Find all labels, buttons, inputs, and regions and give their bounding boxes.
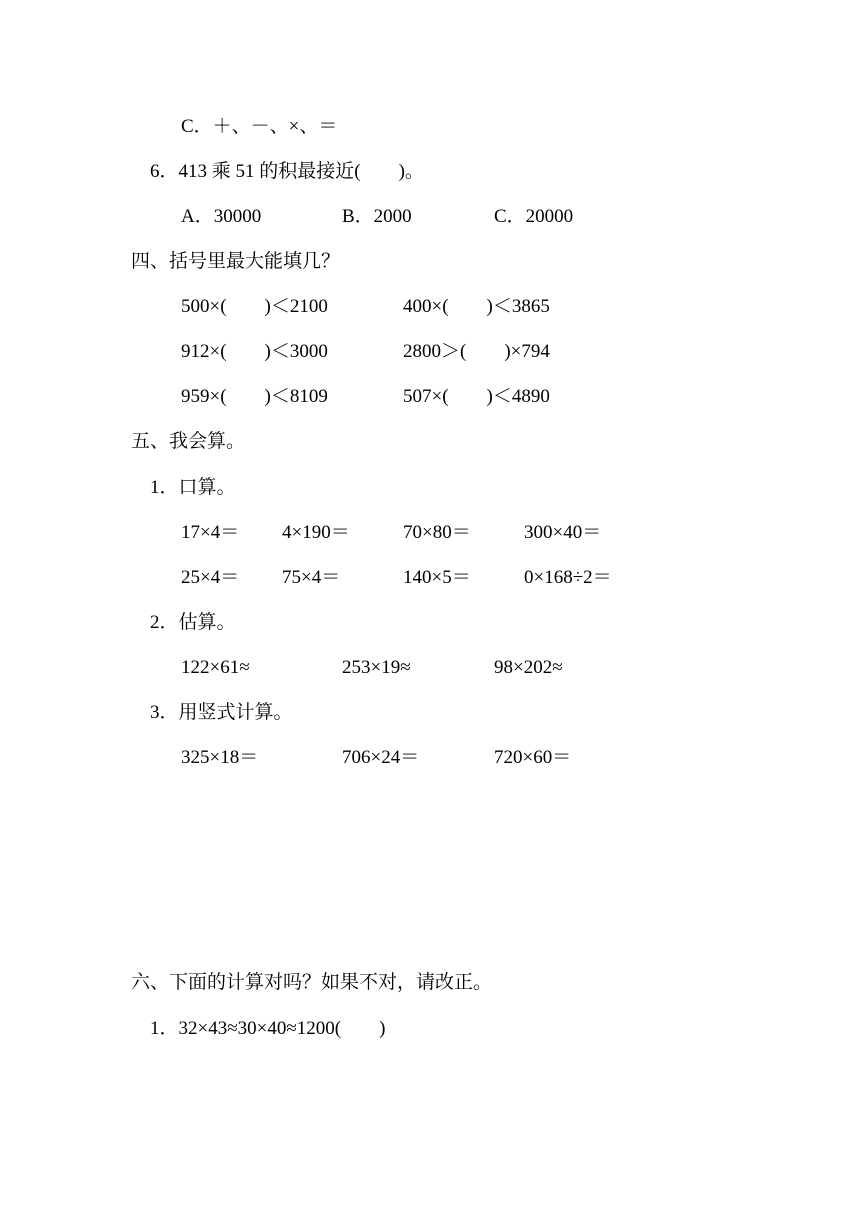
vertical-calc-item: 706×24＝: [342, 747, 420, 768]
oral-calc-item: 140×5＝: [403, 567, 471, 588]
section5-part1-title: 1．口算。: [150, 477, 236, 498]
section5-part3-title: 3．用竖式计算。: [150, 702, 293, 723]
q5-option-c: C．＋、－、×、＝: [181, 116, 338, 137]
vertical-calc-item: 720×60＝: [494, 747, 572, 768]
q6-option-b: B．2000: [342, 206, 412, 227]
section5-title: 五、我会算。: [131, 431, 246, 452]
section4-item: 500×( )＜2100: [181, 296, 328, 317]
estimate-item: 253×19≈: [342, 657, 411, 678]
q6-option-a: A．30000: [181, 206, 262, 227]
section4-title: 四、括号里最大能填几？: [131, 251, 341, 272]
section4-item: 2800＞( )×794: [403, 341, 550, 362]
section4-item: 912×( )＜3000: [181, 341, 328, 362]
oral-calc-item: 25×4＝: [181, 567, 240, 588]
oral-calc-item: 4×190＝: [282, 522, 350, 543]
section4-item: 400×( )＜3865: [403, 296, 550, 317]
oral-calc-item: 17×4＝: [181, 522, 240, 543]
oral-calc-item: 75×4＝: [282, 567, 341, 588]
q6-prompt: 6．413 乘 51 的积最接近( )。: [150, 161, 424, 182]
estimate-item: 98×202≈: [494, 657, 563, 678]
vertical-calc-item: 325×18＝: [181, 747, 259, 768]
q6-option-c: C．20000: [494, 206, 574, 227]
section4-item: 507×( )＜4890: [403, 386, 550, 407]
section6-title: 六、下面的计算对吗？如果不对，请改正。: [131, 972, 493, 993]
oral-calc-item: 0×168÷2＝: [524, 567, 612, 588]
oral-calc-item: 70×80＝: [403, 522, 471, 543]
oral-calc-item: 300×40＝: [524, 522, 602, 543]
section5-part2-title: 2．估算。: [150, 612, 236, 633]
section6-item: 1．32×43≈30×40≈1200( ): [150, 1018, 386, 1039]
estimate-item: 122×61≈: [181, 657, 250, 678]
section4-item: 959×( )＜8109: [181, 386, 328, 407]
